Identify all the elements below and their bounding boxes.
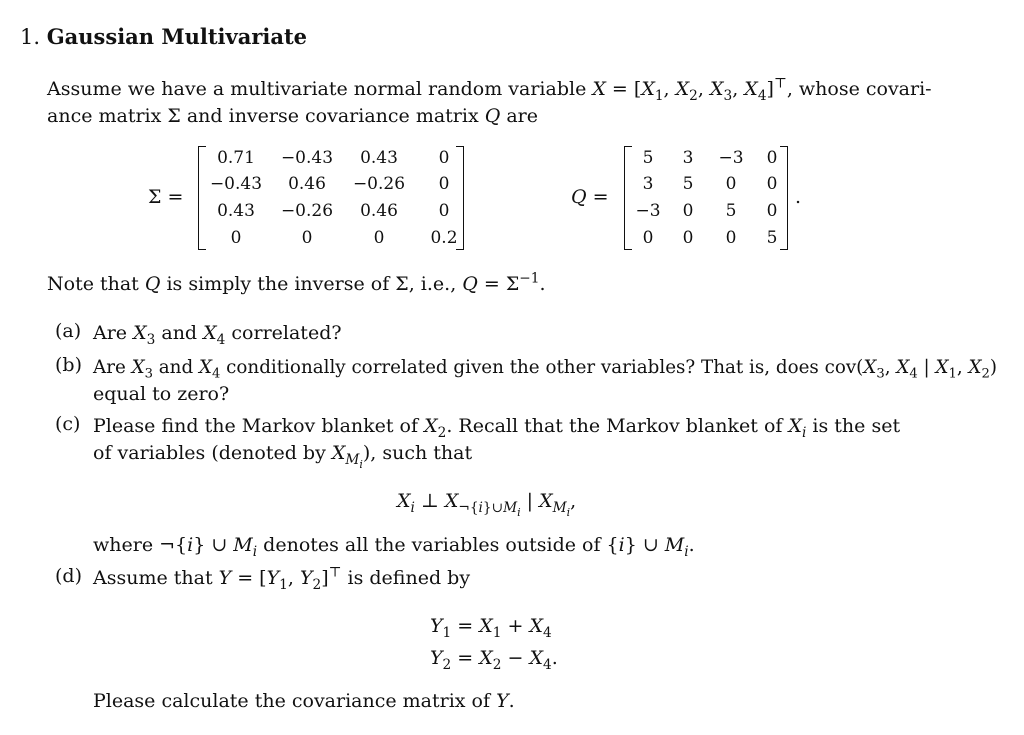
matrix-cell: 0.71 [217,148,255,168]
matrix-cell: −0.43 [209,174,263,194]
matrix-period: . [795,186,802,208]
q-label: Q = [571,186,609,208]
problem-heading [20,24,307,49]
matrix-cell: −0.26 [280,201,334,221]
matrix-cell: 0 [682,228,694,248]
matrix-cell: 0 [766,148,778,168]
markov-blanket-equation: $X_i$ ⊥ $X_{\neg\{i\}\cup M_i}$ | $X_{M_i}$, [397,490,577,519]
matrix-cell: 0 [766,174,778,194]
matrix-cell: 0 [438,174,450,194]
matrix-cell: 0 [438,201,450,221]
part-c-text: Please find the Markov blanket of $X_2$. Recall that the Markov blanket of $X_i$ is the set [93,415,901,441]
matrix-cell: 3 [682,148,694,168]
intro-line-1: Assume we have a multivariate normal random variable $X = [X_1$, $X_2$, $X_3$, $X_4]^⊤$, whose covari- [47,75,932,104]
matrix-cell: 0 [230,228,242,248]
matrix-cell: 5 [682,174,694,194]
q-matrix [624,146,788,250]
part-c-label: (c) [55,413,81,435]
part-d-text: Assume that $Y = [Y_1$, $Y_2]^⊤$ is defined by [93,564,471,593]
matrix-cell: −3 [635,201,661,221]
matrix-cell: 3 [642,174,654,194]
sigma-label: Σ = [148,186,184,208]
problem-number: 1. [20,25,41,49]
y1-equation: $Y_1 = X_1 + X_4$ [430,615,552,641]
matrix-cell: 5 [725,201,737,221]
matrix-cell: 0.2 [430,228,458,248]
matrix-cell: 5 [642,148,654,168]
part-c-where: where ¬{i} ∪ $M_i$ denotes all the variables outside of {i} ∪ $M_i$. [93,534,695,560]
part-a-text: Are $X_3$ and $X_4$ correlated? [93,322,342,348]
matrix-cell: 0 [725,174,737,194]
matrix-cell: 0.46 [288,174,326,194]
part-d-label: (d) [55,565,82,587]
matrix-cell: 0 [766,201,778,221]
matrix-cell: 0.43 [217,201,255,221]
part-c-text-2: of variables (denoted by $X_{M_i}$), such that [93,442,473,471]
part-d-final: Please calculate the covariance matrix of Y. [93,690,515,712]
left-bracket [198,146,206,250]
y2-equation: $Y_2 = X_2 - X_4$. [430,647,558,673]
matrix-cell: 0 [373,228,385,248]
problem-title: Gaussian Multivariate [46,24,308,49]
matrix-cell: 0 [301,228,313,248]
matrix-cell: 0 [438,148,450,168]
sigma-matrix [198,146,464,250]
matrix-cell: 0 [642,228,654,248]
matrix-cell: 5 [766,228,778,248]
intro-line-2: ance matrix Σ and inverse covariance matrix Q are [47,105,538,127]
matrix-cell: 0 [682,201,694,221]
note-line: Note that Q is simply the inverse of Σ, i.e., $Q = \Sigma^{-1}$. [47,270,546,295]
matrix-cell: −0.26 [352,174,406,194]
matrix-cell: −0.43 [280,148,334,168]
part-a-label: (a) [55,320,82,342]
matrix-cell: 0.43 [360,148,398,168]
matrix-cell: 0.46 [360,201,398,221]
part-b-label: (b) [55,354,82,376]
part-b-text: Are $X_3$ and $X_4$ conditionally correlated given the other variables? That is, does $cov(X_3$, $X_4$ | $X_1$, $X_2$) [93,357,998,382]
matrix-cell: 0 [725,228,737,248]
part-b-text-2: equal to zero? [93,383,230,405]
matrix-cell: −3 [718,148,744,168]
